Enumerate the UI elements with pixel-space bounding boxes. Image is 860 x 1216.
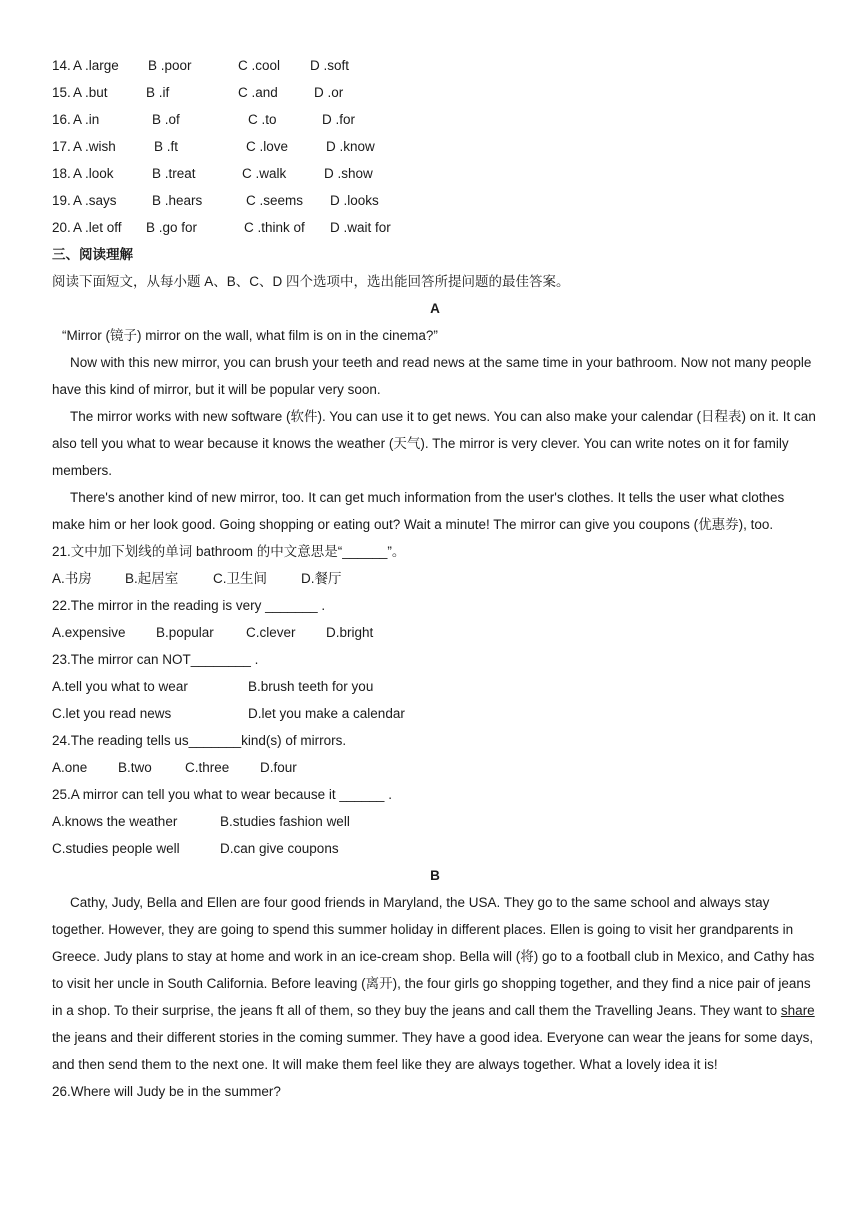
question-25-options-row-1: [52, 808, 818, 835]
option-b: B.two: [118, 760, 152, 775]
option-c: C.clever: [246, 625, 296, 640]
question-23: 23.The mirror can NOT________ .: [52, 652, 259, 667]
option-b: B .go for: [146, 220, 198, 235]
option-a: A.书房: [52, 571, 92, 586]
option-c: C .and: [238, 85, 278, 100]
option-d: D .wait for: [330, 220, 391, 235]
option-d: D .show: [324, 166, 373, 181]
question-number: 14.: [52, 58, 71, 73]
question-number: 20.: [52, 220, 71, 235]
question-25: 25.A mirror can tell you what to wear because it ______ .: [52, 787, 392, 802]
option-b: B .treat: [152, 166, 196, 181]
option-c: C.卫生间: [213, 571, 267, 586]
passage-b-paragraph: [52, 889, 818, 1078]
option-c: C .cool: [238, 58, 281, 73]
section-title: 三、阅读理解: [52, 247, 133, 262]
option-b: B.popular: [156, 625, 214, 640]
option-b: B .of: [152, 112, 180, 127]
passage-a-paragraph-4: There's another kind of new mirror, too. It can get much information from the user's clothes. It tells the user what clothes make him or her look good. Going shopping or eating out? Wait a minute! The mirror can give you coupons (优惠券), too.: [52, 490, 785, 532]
option-d: D .looks: [330, 193, 379, 208]
option-a: A .wish: [73, 139, 116, 154]
passage-a-label: A: [430, 301, 440, 316]
question-25-options-row-2: [52, 835, 818, 862]
option-c: C .think of: [244, 220, 305, 235]
option-d: D.bright: [326, 625, 374, 640]
cloze-options: [52, 52, 818, 241]
option-a: A .says: [73, 193, 117, 208]
question-number: 17.: [52, 139, 71, 154]
option-d: D .soft: [310, 58, 350, 73]
option-row-18: [52, 160, 818, 187]
option-row-19: [52, 187, 818, 214]
option-c: C .love: [246, 139, 289, 154]
section-instruction: 阅读下面短文，从每小题 A、B、C、D 四个选项中，选出能回答所提问题的最佳答案。: [52, 274, 570, 289]
option-d: D .or: [314, 85, 344, 100]
underlined-word: share: [780, 1003, 815, 1018]
option-row-16: [52, 106, 818, 133]
option-d: D .for: [322, 112, 356, 127]
passage-b-label: B: [430, 868, 440, 883]
question-number: 18.: [52, 166, 71, 181]
option-b: B .ft: [154, 139, 179, 154]
option-row-17: [52, 133, 818, 160]
option-a: A .but: [73, 85, 108, 100]
passage-b-text-before: Cathy, Judy, Bella and Ellen are four good friends in Maryland, the USA. They go to the same school and always stay together. However, they are going to spend this summer holiday in different places. Ellen is going to visit her grandparents in Greece. Judy plans to stay at home and work in an ice-cream shop. Bella will (将) go to a football club in Mexico, and Cathy has to visit her uncle in South California. Before leaving (离开), the four girls go shopping together, and they find a nice pair of jeans in a shop. To their surprise, the jeans ft all of them, so they buy the jeans and call them the Travelling Jeans. They want to: [52, 895, 815, 1018]
option-c: C.let you read news: [52, 706, 172, 721]
question-number: 15.: [52, 85, 71, 100]
question-21-options: [52, 565, 818, 592]
question-24-options: [52, 754, 818, 781]
question-23-options-row-2: [52, 700, 818, 727]
option-c: C.three: [185, 760, 230, 775]
option-d: D .know: [326, 139, 375, 154]
option-b: B .if: [146, 85, 170, 100]
option-row-15: [52, 79, 818, 106]
passage-a-paragraph-2: Now with this new mirror, you can brush your teeth and read news at the same time in your bathroom. Now not many people have this kind of mirror, but it will be popular very soon.: [52, 355, 812, 397]
option-c: C .seems: [246, 193, 304, 208]
option-a: A.knows the weather: [52, 814, 178, 829]
option-a: A .let off: [73, 220, 122, 235]
option-c: C .to: [248, 112, 277, 127]
option-a: A.one: [52, 760, 88, 775]
option-row-20: [52, 214, 818, 241]
passage-a-paragraph-1: “Mirror (镜子) mirror on the wall, what film is on in the cinema?”: [62, 328, 438, 343]
question-26: 26.Where will Judy be in the summer?: [52, 1084, 281, 1099]
option-a: A .large: [73, 58, 119, 73]
question-number: 16.: [52, 112, 71, 127]
option-row-14: [52, 52, 818, 79]
option-a: A.tell you what to wear: [52, 679, 188, 694]
question-24: 24.The reading tells us_______kind(s) of mirrors.: [52, 733, 347, 748]
option-d: D.let you make a calendar: [248, 706, 405, 721]
question-number: 19.: [52, 193, 71, 208]
option-d: D.餐厅: [301, 571, 342, 586]
option-a: A .look: [73, 166, 114, 181]
option-d: D.can give coupons: [220, 841, 339, 856]
option-a: A.expensive: [52, 625, 126, 640]
option-b: B .poor: [148, 58, 192, 73]
option-c: C.studies people well: [52, 841, 180, 856]
option-b: B .hears: [152, 193, 203, 208]
passage-b-text-after: the jeans and their different stories in the coming summer. They have a good idea. Everyone can wear the jeans for some days, and then send them to the next one. It will make them feel like they are always together. What a lovely idea it is!: [52, 1030, 814, 1072]
document-page: [52, 52, 818, 1105]
option-c: C .walk: [242, 166, 287, 181]
passage-a-paragraph-3: The mirror works with new software (软件). You can use it to get news. You can also make your calendar (日程表) on it. It can also tell you what to wear because it knows the weather (天气). The mirror is very clever. You can write notes on it for family members.: [52, 409, 816, 478]
question-22: 22.The mirror in the reading is very _______ .: [52, 598, 326, 613]
question-22-options: [52, 619, 818, 646]
question-21: 21.文中加下划线的单词 bathroom 的中文意思是“______”。: [52, 544, 406, 559]
option-a: A .in: [73, 112, 100, 127]
option-b: B.起居室: [125, 571, 179, 586]
question-23-options-row-1: [52, 673, 818, 700]
option-b: B.brush teeth for you: [248, 679, 374, 694]
option-d: D.four: [260, 760, 297, 775]
option-b: B.studies fashion well: [220, 814, 350, 829]
